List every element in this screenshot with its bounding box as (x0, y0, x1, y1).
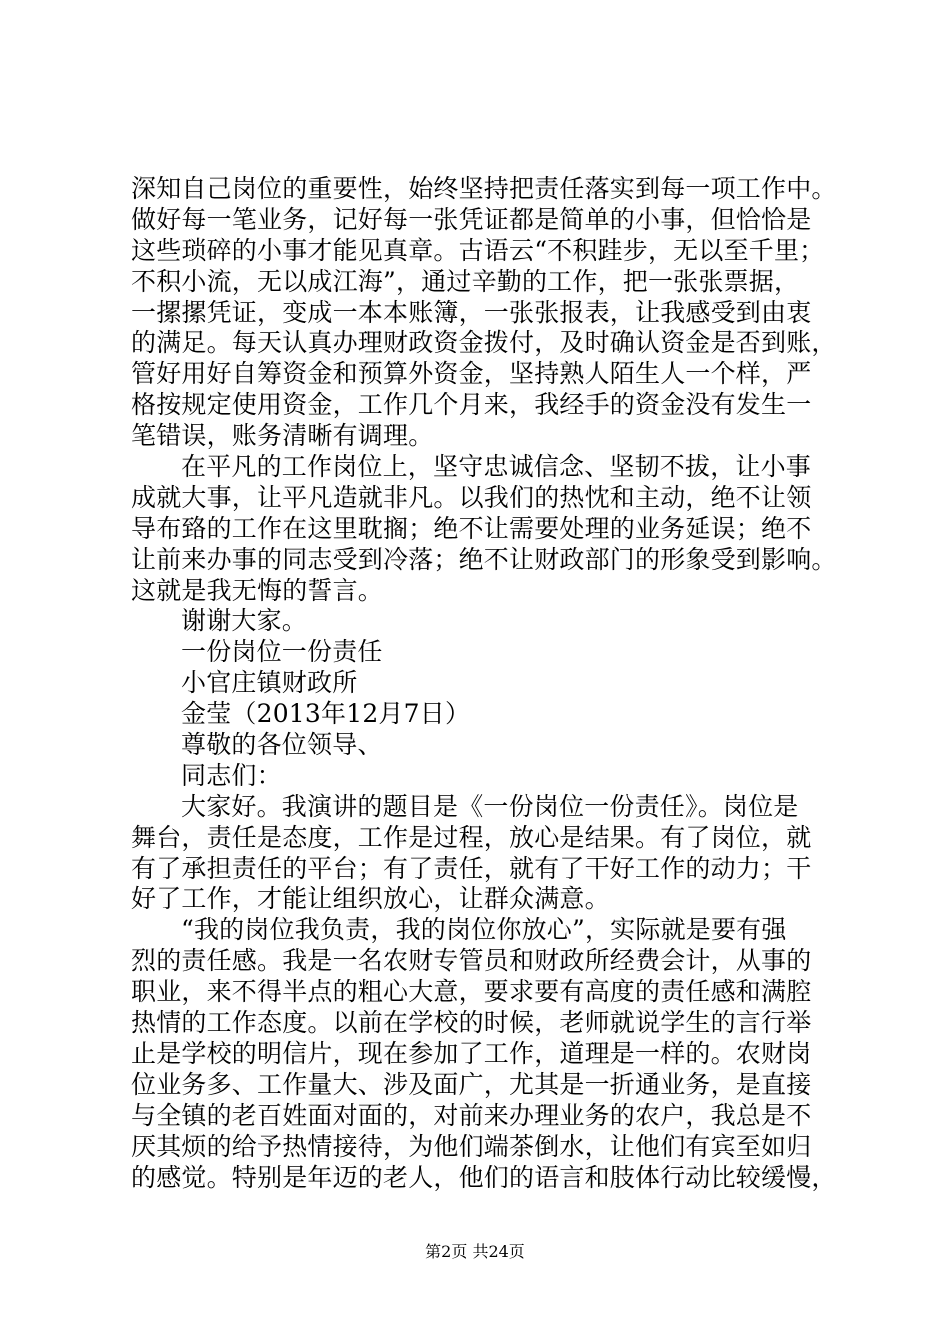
text-line: 舞台，责任是态度，工作是过程，放心是结果。有了岗位，就 (131, 822, 812, 852)
text-line: 成就大事，让平凡造就非凡。以我们的热忱和主动，绝不让领 (131, 482, 812, 512)
text-line: 小官庄镇财政所 (181, 668, 358, 698)
text-line: 谢谢大家。 (181, 606, 308, 636)
text-line: 一摞摞凭证，变成一本本账簿，一张张报表，让我感受到由衷 (131, 297, 812, 327)
text-line: 金莹（2013年12月7日） (181, 699, 471, 729)
text-line: 深知自己岗位的重要性，始终坚持把责任落实到每一项工作中。 (131, 174, 837, 203)
text-line: 大家好。我演讲的题目是《一份岗位一份责任》。岗位是 (181, 791, 799, 821)
text-line: 导布臵的工作在这里耽搁；绝不让需要处理的业务延误；绝不 (131, 513, 812, 543)
text-line: 止是学校的明信片，现在参加了工作，道理是一样的。农财岗 (131, 1038, 812, 1068)
body-text (131, 174, 841, 1193)
text-line: 不积小流，无以成江海”，通过辛勤的工作，把一张张票据， (131, 266, 800, 296)
text-line: 与全镇的老百姓面对面的，对前来办理业务的农户，我总是不 (131, 1100, 812, 1130)
text-line: “我的岗位我负责，我的岗位你放心”，实际就是要有强 (181, 915, 787, 945)
text-line: 的感觉。特别是年迈的老人，他们的语言和肢体行动比较缓慢， (131, 1162, 837, 1192)
text-line: 尊敬的各位领导、 (181, 730, 383, 760)
text-line: 同志们： (181, 760, 282, 790)
text-line: 位业务多、工作量大、涉及面广，尤其是一折通业务，是直接 (131, 1069, 812, 1099)
text-line: 做好每一笔业务，记好每一张凭证都是简单的小事，但恰恰是 (131, 204, 812, 234)
text-line: 烈的责任感。我是一名农财专管员和财政所经费会计，从事的 (131, 946, 812, 976)
text-line: 在平凡的工作岗位上，坚守忠诚信念、坚韧不拔，让小事 (181, 452, 812, 482)
text-line: 的满足。每天认真办理财政资金拨付，及时确认资金是否到账， (131, 328, 837, 358)
text-line: 笔错误，账务清晰有调理。 (131, 421, 434, 451)
page-footer: 第2页 共24页 (425, 1242, 525, 1261)
text-line: 让前来办事的同志受到冷落；绝不让财政部门的形象受到影响。 (131, 544, 837, 574)
text-line: 厌其烦的给予热情接待，为他们端茶倒水，让他们有宾至如归 (131, 1131, 812, 1161)
text-line: 一份岗位一份责任 (181, 637, 383, 667)
text-line: 职业，来不得半点的粗心大意，要求要有高度的责任感和满腔 (131, 977, 812, 1007)
text-line: 格按规定使用资金，工作几个月来，我经手的资金没有发生一 (131, 390, 812, 420)
text-line: 有了承担责任的平台；有了责任，就有了干好工作的动力；干 (131, 853, 812, 883)
text-line: 管好用好自筹资金和预算外资金，坚持熟人陌生人一个样，严 (131, 359, 812, 389)
text-line: 好了工作，才能让组织放心，让群众满意。 (131, 884, 610, 914)
text-line: 这就是我无悔的誓言。 (131, 575, 384, 605)
text-line: 这些琐碎的小事才能见真章。古语云“不积跬步，无以至千里； (131, 235, 825, 265)
text-line: 热情的工作态度。以前在学校的时候，老师就说学生的言行举 (131, 1008, 812, 1038)
